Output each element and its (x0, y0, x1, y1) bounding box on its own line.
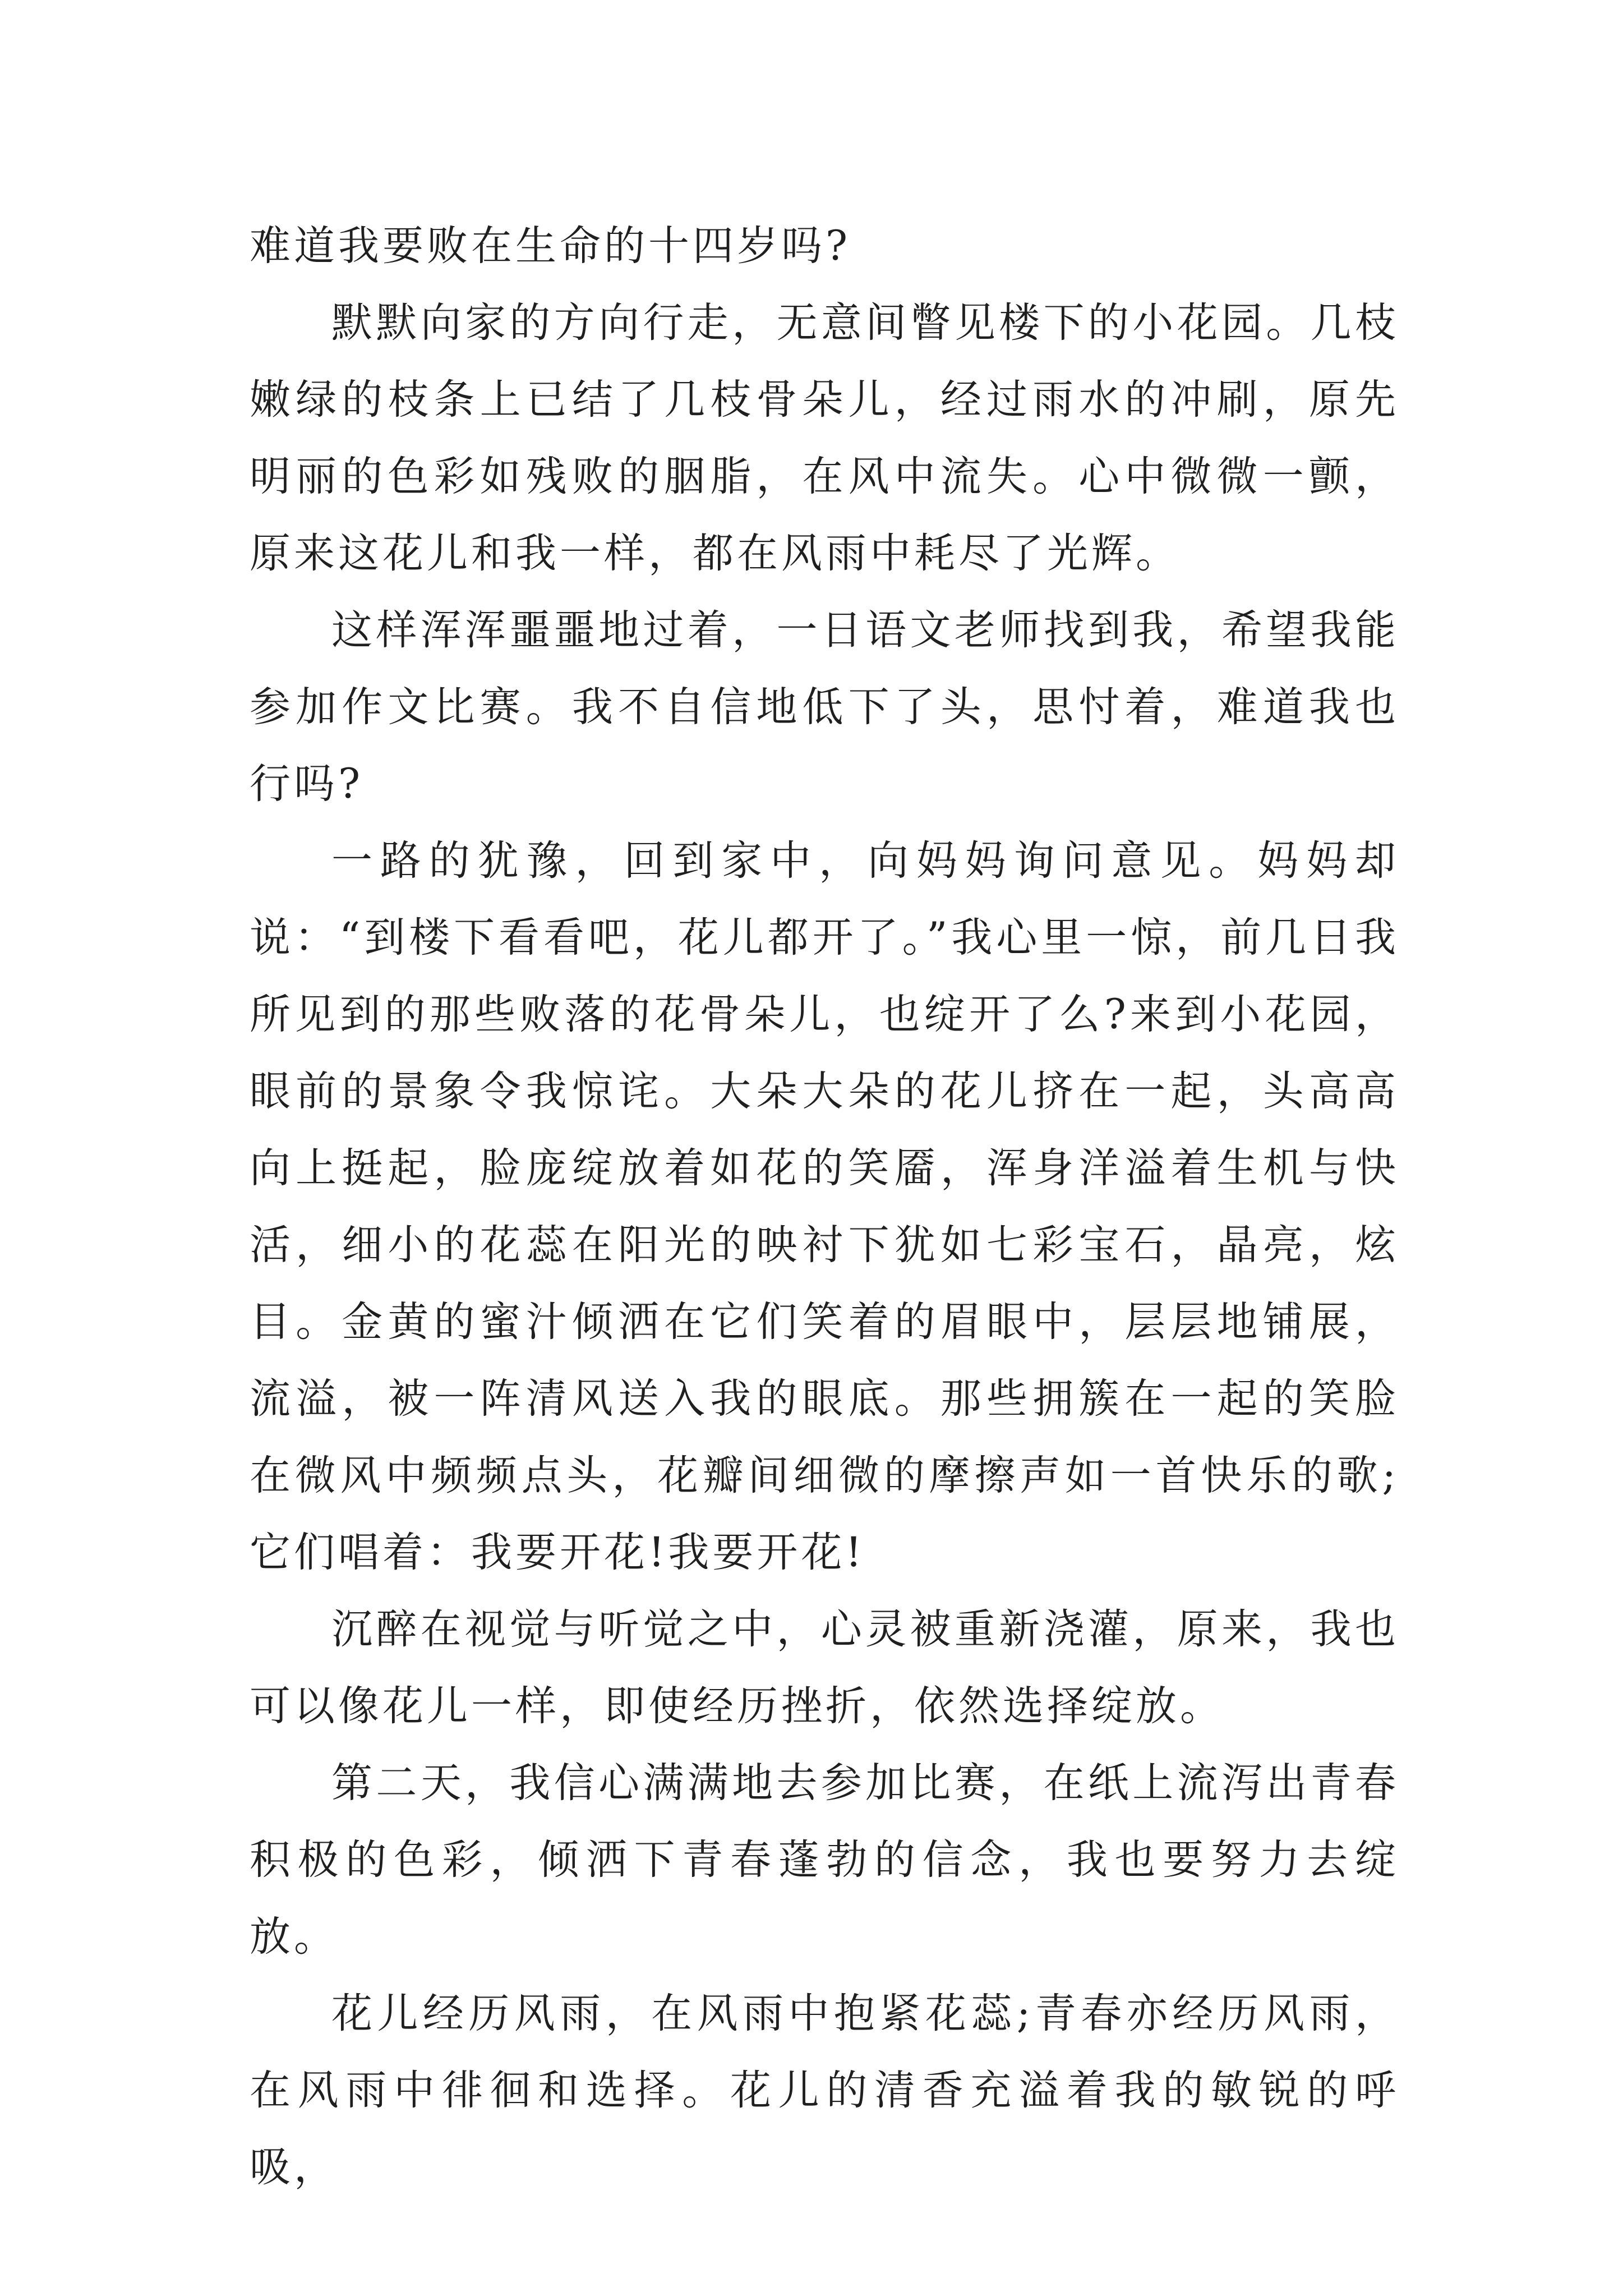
paragraph-3: 这样浑浑噩噩地过着，一日语文老师找到我，希望我能参加作文比赛。我不自信地低下了头，思忖着，难道我也行吗? (250, 606, 1399, 808)
paragraph-1: 难道我要败在生命的十四岁吗? (250, 222, 851, 270)
paragraph-4: 一路的犹豫，回到家中，向妈妈询问意见。妈妈却说：“到楼下看看吧，花儿都开了。”我心里一惊，前几日我所见到的那些败落的花骨朵儿，也绽开了么?来到小花园，眼前的景象令我惊诧。大朵大朵的花儿挤在一起，头高高向上挺起，脸庞绽放着如花的笑靥，浑身洋溢着生机与快活，细小的花蕊在阳光的映衬下犹如七彩宝石，晶亮，炫目。金黄的蜜汁倾洒在它们笑着的眉眼中，层层地铺展，流溢，被一阵清风送入我的眼底。那些拥簇在一起的笑脸在微风中频频点头，花瓣间细微的摩擦声如一首快乐的歌;它们唱着：我要开花!我要开花! (250, 837, 1399, 1576)
paragraph-5: 沉醉在视觉与听觉之中，心灵被重新浇灌，原来，我也可以像花儿一样，即使经历挫折，依然选择绽放。 (250, 1605, 1399, 1730)
paragraph-6: 第二天，我信心满满地去参加比赛，在纸上流泻出青春积极的色彩，倾洒下青春蓬勃的信念，我也要努力去绽放。 (250, 1759, 1399, 1961)
paragraph-2: 默默向家的方向行走，无意间瞥见楼下的小花园。几枝嫩绿的枝条上已结了几枝骨朵儿，经过雨水的冲刷，原先明丽的色彩如残败的胭脂，在风中流失。心中微微一颤，原来这花儿和我一样，都在风雨中耗尽了光辉。 (250, 299, 1399, 577)
essay-body (250, 208, 1399, 2206)
paragraph-7: 花儿经历风雨，在风雨中抱紧花蕊;青春亦经历风雨，在风雨中徘徊和选择。花儿的清香充溢着我的敏锐的呼吸， (250, 1990, 1399, 2191)
